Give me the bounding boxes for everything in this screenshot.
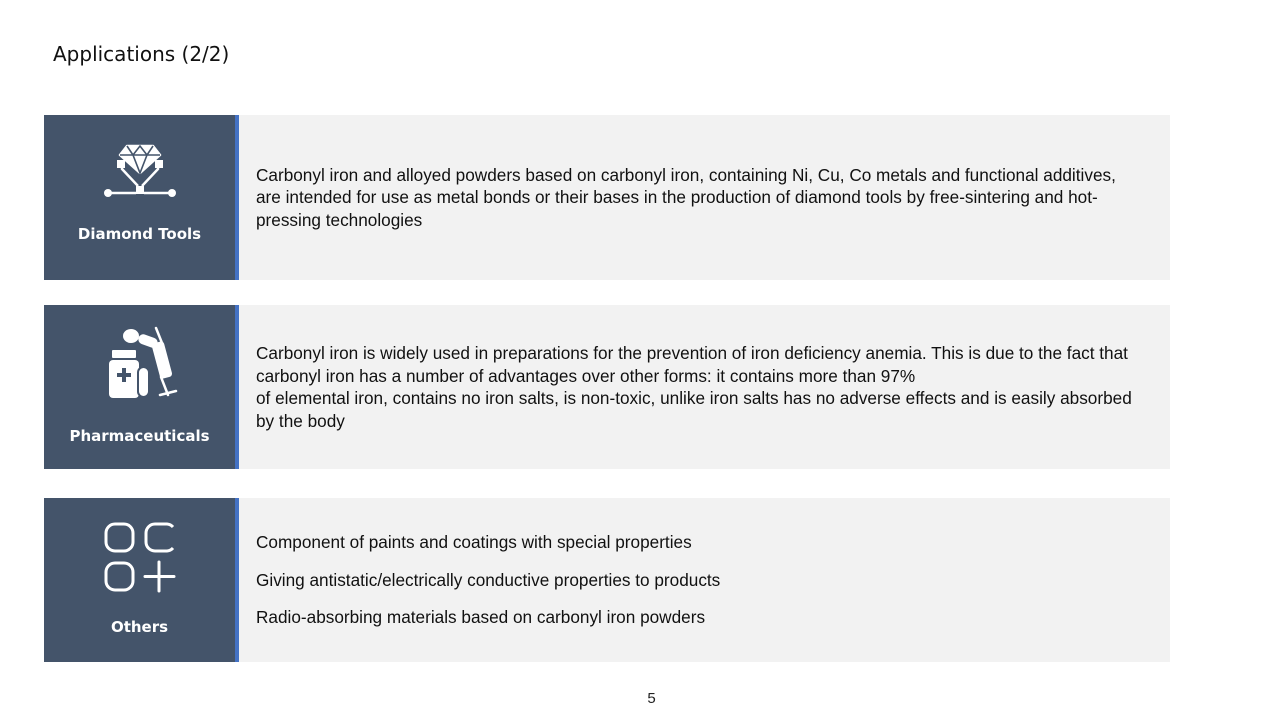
apps-plus-icon <box>44 522 235 594</box>
card-text: Carbonyl iron and alloyed powders based on carbonyl iron, containing Ni, Cu, Co metals and functional additives, are intended for use as metal bonds or their bases in the production of diamond tools by free-sintering and hot-pressing technologies <box>256 164 1116 230</box>
card-body <box>239 115 1170 280</box>
list-item: Component of paints and coatings with special properties <box>256 532 692 553</box>
card-diamond-tools <box>44 115 1170 280</box>
card-side-panel <box>44 115 239 280</box>
card-label: Diamond Tools <box>77 225 202 243</box>
diamond-network-icon <box>44 137 235 197</box>
card-pharmaceuticals <box>44 305 1170 469</box>
list-item: Giving antistatic/electrically conductive properties to products <box>256 569 721 590</box>
card-others <box>44 498 1170 662</box>
medicine-syringe-icon <box>44 325 235 401</box>
card-label: Pharmaceuticals <box>69 427 210 445</box>
page-number: 5 <box>647 690 656 707</box>
card-body <box>239 305 1170 469</box>
list-item: Radio-absorbing materials based on carbonyl iron powders <box>256 607 706 628</box>
slide-title: Applications (2/2) <box>53 42 230 66</box>
card-side-panel <box>44 498 239 662</box>
card-label: Others <box>110 618 169 636</box>
card-body <box>239 498 1170 662</box>
card-side-panel <box>44 305 239 469</box>
card-text-line-2: of elemental iron, contains no iron salts, is non-toxic, unlike iron salts has no adverse effects and is easily absorbed by the body <box>256 388 1132 431</box>
card-text-line-1: Carbonyl iron is widely used in preparations for the prevention of iron deficiency anemia. This is due to the fact that carbonyl iron has a number of advantages over other forms: it contains more than 97% <box>256 343 1128 386</box>
